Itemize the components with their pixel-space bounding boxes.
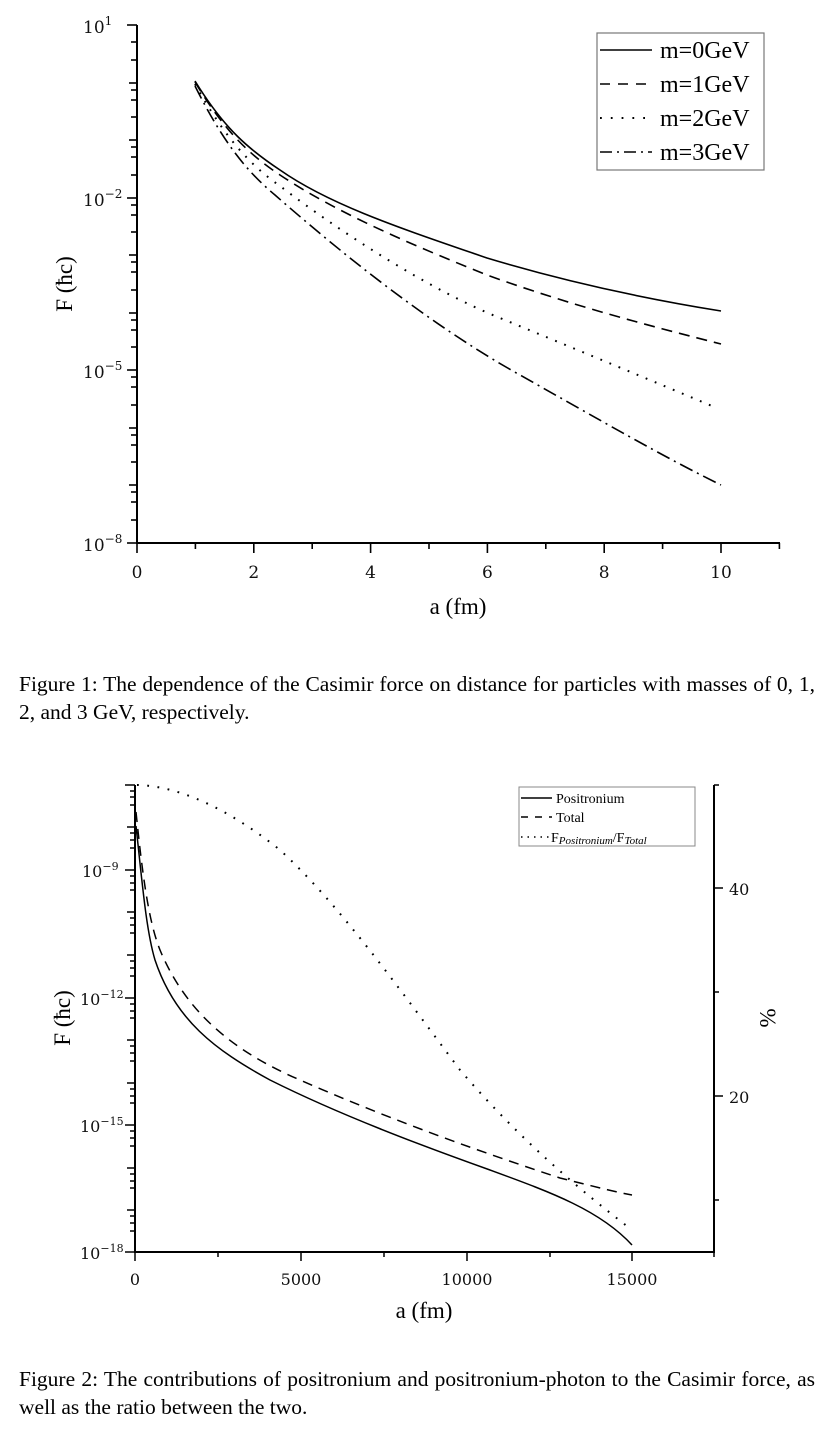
svg-text:Positronium: Positronium	[556, 792, 625, 807]
figure-2-x-ticks	[135, 1252, 714, 1261]
svg-text:0: 0	[131, 563, 143, 583]
figure-2-caption: Figure 2: The contributions of positronium and positronium-photon to the Casimir force, as well as the ratio between the two.	[19, 1367, 815, 1419]
svg-text:10−2: $10^{-2}$	[83, 187, 123, 211]
svg-text:101: $10^1$	[83, 14, 113, 38]
figure-2-axes	[134, 785, 715, 1253]
figure-2-right-y-ticks	[714, 785, 723, 1200]
figure-2-y-tick-labels	[80, 860, 124, 1263]
svg-text:0: 0	[129, 1270, 141, 1289]
series-ratio-dotted	[137, 785, 632, 1230]
svg-text:8: 8	[598, 563, 610, 583]
figure-2-chart	[0, 770, 834, 1330]
svg-text:2: 2	[248, 563, 260, 583]
figure-1-x-axis-title: a (fm)	[429, 594, 487, 619]
svg-text:Total: Total	[556, 811, 585, 826]
svg-text:10: 10	[710, 563, 732, 583]
figure-1-y-ticks	[127, 25, 137, 543]
svg-text:10000: 10000	[441, 1270, 493, 1289]
figure-1-legend	[597, 33, 764, 170]
svg-text:5000: 5000	[280, 1270, 322, 1289]
svg-text:m=2GeV: m=2GeV	[660, 106, 750, 132]
figure-1-x-tick-labels	[132, 563, 732, 583]
figure-2-legend	[519, 787, 695, 847]
figure-2-y-axis-title: F (ħc)	[50, 990, 75, 1046]
svg-text:10−12: $10^{-12}$	[80, 988, 124, 1009]
figure-1-y-axis-title: F (ħc)	[52, 256, 77, 312]
figure-1-y-tick-labels	[83, 14, 122, 556]
svg-text:10−8: $10^{-8}$	[83, 532, 123, 556]
svg-text:6: 6	[481, 563, 493, 583]
svg-text:40: 40	[729, 880, 750, 899]
figure-1-chart	[0, 0, 834, 640]
svg-text:4: 4	[365, 563, 377, 583]
figure-2-x-axis-title: a (fm)	[395, 1298, 453, 1323]
svg-text:10−5: $10^{-5}$	[83, 359, 123, 383]
figure-2-curves	[136, 785, 632, 1245]
svg-text:20: 20	[729, 1088, 750, 1107]
svg-text:FPositronium/FTotal: FPositronium/FTotal	[551, 831, 647, 847]
svg-text:10−9: $10^{-9}$	[82, 860, 119, 881]
figure-1-x-ticks	[137, 543, 779, 553]
series-total-dashed	[136, 812, 632, 1195]
figure-2-right-y-axis-title: %	[755, 1008, 780, 1028]
figure-1-caption: Figure 1: The dependence of the Casimir force on distance for particles with masses of 0, 1, 2, and 3 GeV, respectively.	[19, 672, 815, 724]
svg-text:15000: 15000	[606, 1270, 658, 1289]
figure-2-right-y-tick-labels	[729, 880, 749, 1107]
svg-text:m=1GeV: m=1GeV	[660, 72, 750, 98]
figure-2-x-tick-labels	[130, 1270, 658, 1289]
figure-2-left-y-ticks	[125, 785, 135, 1252]
series-positronium-solid	[136, 826, 632, 1245]
svg-text:m=3GeV: m=3GeV	[660, 140, 750, 166]
svg-text:10−15: $10^{-15}$	[80, 1115, 124, 1136]
svg-text:m=0GeV: m=0GeV	[660, 38, 750, 64]
svg-text:10−18: $10^{-18}$	[80, 1242, 124, 1263]
